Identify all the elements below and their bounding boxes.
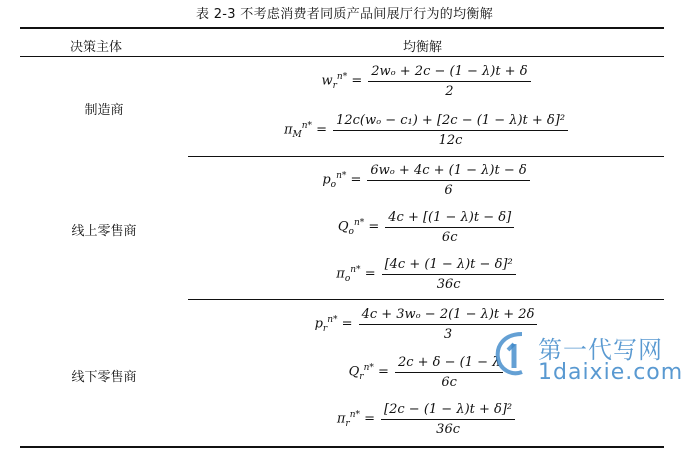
equation-denominator: 6 xyxy=(444,183,453,198)
equation-numerator: 12c(wₒ − c₁) + [2c − (1 − λ)t + δ]² xyxy=(333,113,568,131)
watermark-text-cn: 第一代写网 xyxy=(538,336,663,364)
row-label-offline-retailer: 线下零售商 xyxy=(71,370,137,385)
equation-lhs: $Q_r^{n*}$ = xyxy=(348,363,389,382)
row-divider-2 xyxy=(188,299,664,300)
equation-lhs: $\pi_o^{n*}$ = xyxy=(336,265,376,284)
equation-numerator: 2c + δ − (1 − λ xyxy=(395,355,503,373)
equation-lhs: $\pi_r^{n*}$ = xyxy=(336,410,376,429)
equation-denominator: 6c xyxy=(441,230,458,245)
equation-row xyxy=(188,163,664,198)
equation-numerator: 2wₒ + 2c − (1 − λ)t + δ xyxy=(368,64,530,82)
equation-row xyxy=(188,210,664,245)
top-rule xyxy=(20,27,664,29)
watermark-logo-icon xyxy=(492,330,534,380)
equation-fraction xyxy=(382,257,516,292)
equation-numerator: 4c + 3wₒ − 2(1 − λ)t + 2δ xyxy=(359,307,538,325)
watermark-text-url: 1daixie.com xyxy=(538,360,684,385)
equation-numerator: [2c − (1 − λ)t + δ]² xyxy=(381,402,515,420)
equation-denominator: 36c xyxy=(436,277,461,292)
equation-row xyxy=(188,113,664,148)
equation-row xyxy=(188,402,664,437)
bottom-rule xyxy=(20,446,664,448)
row-label-manufacturer: 制造商 xyxy=(84,103,124,118)
equation-fraction xyxy=(367,163,529,198)
equation-fraction xyxy=(333,113,568,148)
equation-denominator: 6c xyxy=(441,375,457,390)
equation-denominator: 36c xyxy=(436,422,460,437)
equation-row xyxy=(188,257,664,292)
header-rule xyxy=(20,56,664,57)
table-caption: 表 2-3 不考虑消费者同质产品间展厅行为的均衡解 xyxy=(196,7,493,22)
row-label-online-retailer: 线上零售商 xyxy=(71,224,137,239)
equation-lhs: $p_o^{n*}$ = xyxy=(322,171,362,190)
equation-lhs: $w_r^{n*}$ = xyxy=(321,72,363,91)
equation-numerator: 6wₒ + 4c + (1 − λ)t − δ xyxy=(367,163,529,181)
header-equilibrium: 均衡解 xyxy=(403,40,443,55)
equation-lhs: $Q_o^{n*}$ = xyxy=(337,218,380,237)
equation-denominator: 12c xyxy=(438,133,463,148)
equation-numerator: 4c + [(1 − λ)t − δ] xyxy=(385,210,514,228)
equation-denominator: 3 xyxy=(443,327,453,342)
row-divider-1 xyxy=(188,156,664,157)
equation-fraction xyxy=(381,402,515,437)
equation-lhs: $\pi_M^{n*}$ = xyxy=(283,121,328,140)
equation-fraction xyxy=(385,210,514,245)
equation-numerator: [4c + (1 − λ)t − δ]² xyxy=(382,257,516,275)
equation-lhs: $p_r^{n*}$ = xyxy=(314,315,353,334)
equation-fraction xyxy=(368,64,530,99)
header-decision-maker: 决策主体 xyxy=(70,40,123,55)
equation-fraction xyxy=(395,355,503,390)
equation-row xyxy=(188,64,664,99)
equation-denominator: 2 xyxy=(445,84,454,99)
